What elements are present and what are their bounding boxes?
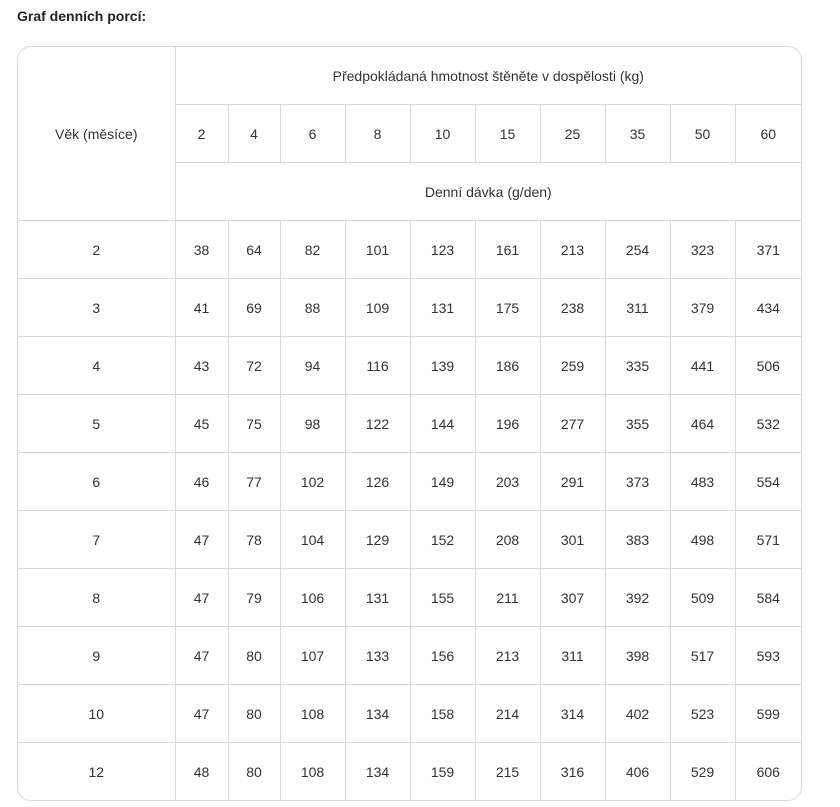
- dose-cell: 277: [540, 395, 605, 453]
- age-cell: 12: [18, 743, 175, 801]
- dose-cell: 72: [228, 337, 280, 395]
- dose-cell: 104: [280, 511, 345, 569]
- dose-cell: 532: [735, 395, 801, 453]
- weight-header: Předpokládaná hmotnost štěněte v dospělosti (kg): [175, 47, 801, 105]
- dose-header: Denní dávka (g/den): [175, 163, 801, 221]
- age-cell: 7: [18, 511, 175, 569]
- age-cell: 2: [18, 221, 175, 279]
- dose-cell: 82: [280, 221, 345, 279]
- dose-cell: 47: [175, 627, 228, 685]
- dose-cell: 291: [540, 453, 605, 511]
- dose-cell: 213: [540, 221, 605, 279]
- dose-cell: 48: [175, 743, 228, 801]
- dose-cell: 106: [280, 569, 345, 627]
- dose-cell: 301: [540, 511, 605, 569]
- feeding-table: [18, 47, 801, 800]
- dose-cell: 133: [345, 627, 410, 685]
- dose-cell: 139: [410, 337, 475, 395]
- age-cell: 9: [18, 627, 175, 685]
- weight-column-header: 35: [605, 105, 670, 163]
- dose-cell: 554: [735, 453, 801, 511]
- dose-cell: 523: [670, 685, 735, 743]
- dose-cell: 46: [175, 453, 228, 511]
- dose-cell: 41: [175, 279, 228, 337]
- dose-cell: 69: [228, 279, 280, 337]
- dose-cell: 606: [756, 763, 780, 780]
- dose-cell: 80: [228, 685, 280, 743]
- dose-cell: 464: [670, 395, 735, 453]
- dose-cell: 88: [280, 279, 345, 337]
- dose-cell: 373: [605, 453, 670, 511]
- table-row: [18, 511, 801, 569]
- age-cell: 8: [18, 569, 175, 627]
- dose-cell: 116: [345, 337, 410, 395]
- dose-cell: 159: [410, 743, 475, 801]
- dose-cell: 215: [475, 743, 540, 801]
- dose-cell: 203: [475, 453, 540, 511]
- dose-cell: 211: [475, 569, 540, 627]
- dose-cell: 175: [475, 279, 540, 337]
- dose-cell: 78: [228, 511, 280, 569]
- dose-cell: 213: [475, 627, 540, 685]
- dose-cell: 155: [410, 569, 475, 627]
- dose-cell: 402: [605, 685, 670, 743]
- table-row: [18, 395, 801, 453]
- weight-column-header: 2: [175, 105, 228, 163]
- dose-cell: 134: [345, 685, 410, 743]
- dose-cell: 314: [540, 685, 605, 743]
- dose-cell: 214: [475, 685, 540, 743]
- dose-cell: 144: [410, 395, 475, 453]
- dose-cell: 38: [175, 221, 228, 279]
- dose-cell: 101: [345, 221, 410, 279]
- dose-cell: 307: [540, 569, 605, 627]
- dose-cell: 208: [475, 511, 540, 569]
- dose-cell: 129: [345, 511, 410, 569]
- weight-column-header: 8: [345, 105, 410, 163]
- dose-cell: 161: [475, 221, 540, 279]
- table-row: [18, 337, 801, 395]
- dose-cell: 323: [670, 221, 735, 279]
- dose-cell: 238: [540, 279, 605, 337]
- dose-cell: 131: [345, 569, 410, 627]
- table-row: [18, 569, 801, 627]
- dose-cell: 392: [605, 569, 670, 627]
- dose-cell: 371: [735, 221, 801, 279]
- dose-cell: 259: [540, 337, 605, 395]
- dose-cell: 80: [228, 743, 280, 801]
- dose-cell: 506: [735, 337, 801, 395]
- dose-cell: 355: [605, 395, 670, 453]
- dose-cell: 47: [175, 685, 228, 743]
- table-row: [18, 743, 801, 801]
- feeding-table-container: [17, 46, 802, 801]
- weight-column-header: 4: [228, 105, 280, 163]
- dose-cell: 483: [670, 453, 735, 511]
- table-row: [18, 221, 801, 279]
- dose-cell: 158: [410, 685, 475, 743]
- dose-cell: 335: [605, 337, 670, 395]
- dose-cell: 311: [540, 627, 605, 685]
- age-cell: 3: [18, 279, 175, 337]
- table-row: [18, 279, 801, 337]
- dose-cell: 156: [410, 627, 475, 685]
- dose-cell: 45: [175, 395, 228, 453]
- dose-cell: 149: [410, 453, 475, 511]
- age-header: Věk (měsíce): [18, 47, 175, 221]
- age-cell: 10: [18, 685, 175, 743]
- dose-cell: 77: [228, 453, 280, 511]
- page-heading: Graf denních porcí:: [17, 8, 147, 24]
- weight-column-header: 60: [735, 105, 801, 163]
- dose-cell: 529: [670, 743, 735, 801]
- dose-cell: 98: [280, 395, 345, 453]
- dose-cell: 379: [670, 279, 735, 337]
- weight-column-header: 15: [475, 105, 540, 163]
- dose-cell: 398: [605, 627, 670, 685]
- age-cell: 4: [18, 337, 175, 395]
- dose-cell: 109: [345, 279, 410, 337]
- dose-cell: 79: [228, 569, 280, 627]
- dose-cell: 134: [345, 743, 410, 801]
- dose-cell: 47: [175, 511, 228, 569]
- dose-cell: 102: [280, 453, 345, 511]
- dose-cell: 152: [410, 511, 475, 569]
- dose-cell: 441: [670, 337, 735, 395]
- header-row-weight-title: [18, 47, 801, 105]
- dose-cell: 108: [280, 743, 345, 801]
- dose-cell: 254: [605, 221, 670, 279]
- dose-cell: 311: [605, 279, 670, 337]
- dose-cell: 571: [735, 511, 801, 569]
- dose-cell: 186: [475, 337, 540, 395]
- dose-cell: 108: [280, 685, 345, 743]
- table-row: [18, 453, 801, 511]
- dose-cell: 584: [735, 569, 801, 627]
- dose-cell: 64: [228, 221, 280, 279]
- dose-cell: 498: [670, 511, 735, 569]
- dose-cell: 593: [735, 627, 801, 685]
- dose-cell: 434: [735, 279, 801, 337]
- dose-cell: 316: [540, 743, 605, 801]
- dose-cell: 47: [175, 569, 228, 627]
- dose-cell: 126: [345, 453, 410, 511]
- weight-column-header: 25: [540, 105, 605, 163]
- dose-cell: 406: [605, 743, 670, 801]
- dose-cell: 517: [670, 627, 735, 685]
- weight-column-header: 10: [410, 105, 475, 163]
- dose-cell: 509: [670, 569, 735, 627]
- dose-cell: 43: [175, 337, 228, 395]
- dose-cell: 80: [228, 627, 280, 685]
- dose-cell: 123: [410, 221, 475, 279]
- table-row: [18, 685, 801, 743]
- dose-cell: 107: [280, 627, 345, 685]
- age-cell: 6: [18, 453, 175, 511]
- dose-cell: 196: [475, 395, 540, 453]
- table-row: [18, 627, 801, 685]
- weight-column-header: 50: [670, 105, 735, 163]
- dose-cell: 94: [280, 337, 345, 395]
- dose-cell: 383: [605, 511, 670, 569]
- weight-column-header: 6: [280, 105, 345, 163]
- age-cell: 5: [18, 395, 175, 453]
- dose-cell: 599: [735, 685, 801, 743]
- table-body: [18, 221, 801, 801]
- dose-cell: 122: [345, 395, 410, 453]
- dose-cell: 75: [228, 395, 280, 453]
- dose-cell: 131: [410, 279, 475, 337]
